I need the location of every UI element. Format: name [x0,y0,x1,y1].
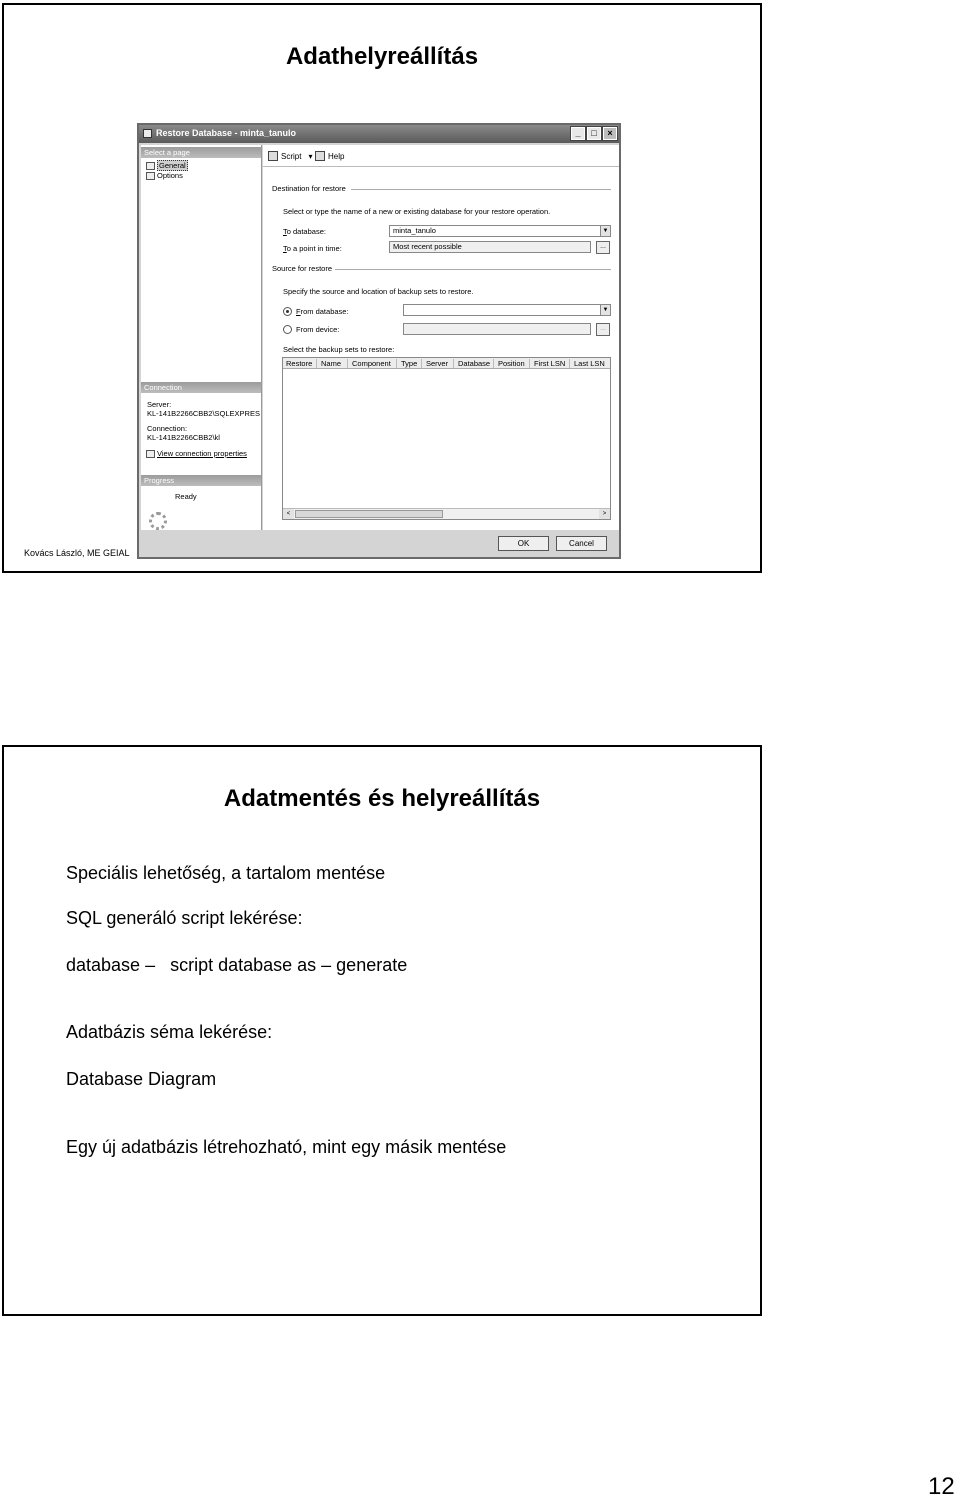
table-header [283,358,610,369]
backup-sets-label: Select the backup sets to restore: [283,345,395,354]
scroll-thumb[interactable] [295,510,443,518]
script-icon [268,151,278,161]
destination-divider [351,189,611,190]
body-line: Database Diagram [66,1069,217,1089]
column-header[interactable]: Last LSN [574,359,605,368]
page-item-label: General [159,161,186,170]
from-device-radio[interactable] [283,325,292,334]
left-pane [141,145,262,530]
point-in-time-value: Most recent possible [393,242,462,251]
script-dropdown-arrow[interactable]: ▾ [308,151,313,161]
server-label: Server: [147,400,172,409]
page-item-options[interactable] [146,171,183,180]
to-database-value: minta_tanulo [393,226,436,235]
body-line: Speciális lehetőség, a tartalom mentése [66,863,386,883]
destination-header: Destination for restore [272,184,346,193]
view-connection-properties-label: View connection properties [157,449,247,458]
help-icon [315,151,325,161]
select-page-header: Select a page [141,147,261,158]
cancel-button[interactable]: Cancel [556,536,607,551]
from-database-label: From database: [296,307,349,316]
script-button[interactable] [268,151,312,161]
source-header: Source for restore [272,264,333,273]
from-database-radio[interactable] [283,307,292,316]
page-icon [146,172,155,180]
horizontal-scrollbar[interactable] [283,508,610,519]
column-header[interactable]: Server [423,359,454,368]
server-value: KL-141B2266CBB2\SQLEXPRES [147,409,260,418]
from-database-combo[interactable] [403,304,611,316]
footer-author: Kovács László, ME GEIAL [24,548,130,558]
window-titlebar[interactable] [139,125,619,143]
body-line: database – script database as – generate [66,955,408,975]
column-header[interactable]: Name [318,359,348,368]
maximize-button[interactable]: □ [587,127,601,140]
body-line: Adatbázis séma lekérése: [66,1022,273,1042]
progress-spinner-icon [149,512,167,530]
main-pane [263,145,619,530]
minimize-button[interactable]: _ [571,127,585,140]
ok-button[interactable]: OK [498,536,549,551]
help-label: Help [328,151,345,161]
column-header[interactable]: First LSN [531,359,570,368]
page-item-general[interactable] [146,160,188,171]
page-icon [146,162,155,170]
destination-instruction: Select or type the name of a new or existing database for your restore operation. [283,207,551,216]
column-header[interactable]: Component [349,359,397,368]
from-device-browse-button[interactable]: ... [596,323,610,336]
point-in-time-label: To a point in time: [283,244,342,253]
progress-header: Progress [141,475,261,486]
column-header[interactable]: Restore [283,359,317,368]
window-title: Restore Database - minta_tanulo [156,128,297,138]
restore-database-window [137,123,621,559]
column-header[interactable]: Position [495,359,530,368]
body-line: Egy új adatbázis létrehozható, mint egy másik mentése [66,1137,507,1157]
chevron-down-icon[interactable]: ▼ [600,305,610,315]
page-number: 12 [928,1473,955,1500]
window-app-icon [143,129,152,138]
column-header[interactable]: Type [398,359,422,368]
properties-icon [146,450,155,458]
column-header[interactable]: Database [455,359,494,368]
toolbar [263,145,619,167]
page-item-label: Options [157,171,183,180]
scroll-left-icon[interactable]: < [283,509,294,519]
slide-title: Adathelyreállítás [285,43,479,70]
slide-title: Adatmentés és helyreállítás [223,785,541,812]
from-device-field[interactable] [403,323,591,335]
slide-restore [2,3,762,573]
close-button[interactable]: × [603,127,617,140]
connection-header: Connection [141,382,261,393]
body-line: SQL generáló script lekérése: [66,908,303,928]
scroll-right-icon[interactable]: > [599,509,610,519]
to-database-label: To database: [283,227,326,236]
progress-status: Ready [175,492,197,501]
source-instruction: Specify the source and location of backup sets to restore. [283,287,474,296]
from-device-label: From device: [296,325,340,334]
connection-value: KL-141B2266CBB2\kl [147,433,220,442]
source-divider [335,269,611,270]
to-database-combo[interactable] [389,225,611,237]
help-button[interactable] [315,151,344,161]
point-in-time-browse-button[interactable]: ... [596,241,610,254]
connection-label: Connection: [147,424,188,433]
backup-sets-table[interactable] [282,357,611,520]
chevron-down-icon[interactable]: ▼ [600,226,610,236]
slide-backup-restore [2,745,762,1316]
script-label: Script [281,151,302,161]
view-connection-properties-link[interactable] [146,449,247,458]
point-in-time-field[interactable] [389,241,591,253]
